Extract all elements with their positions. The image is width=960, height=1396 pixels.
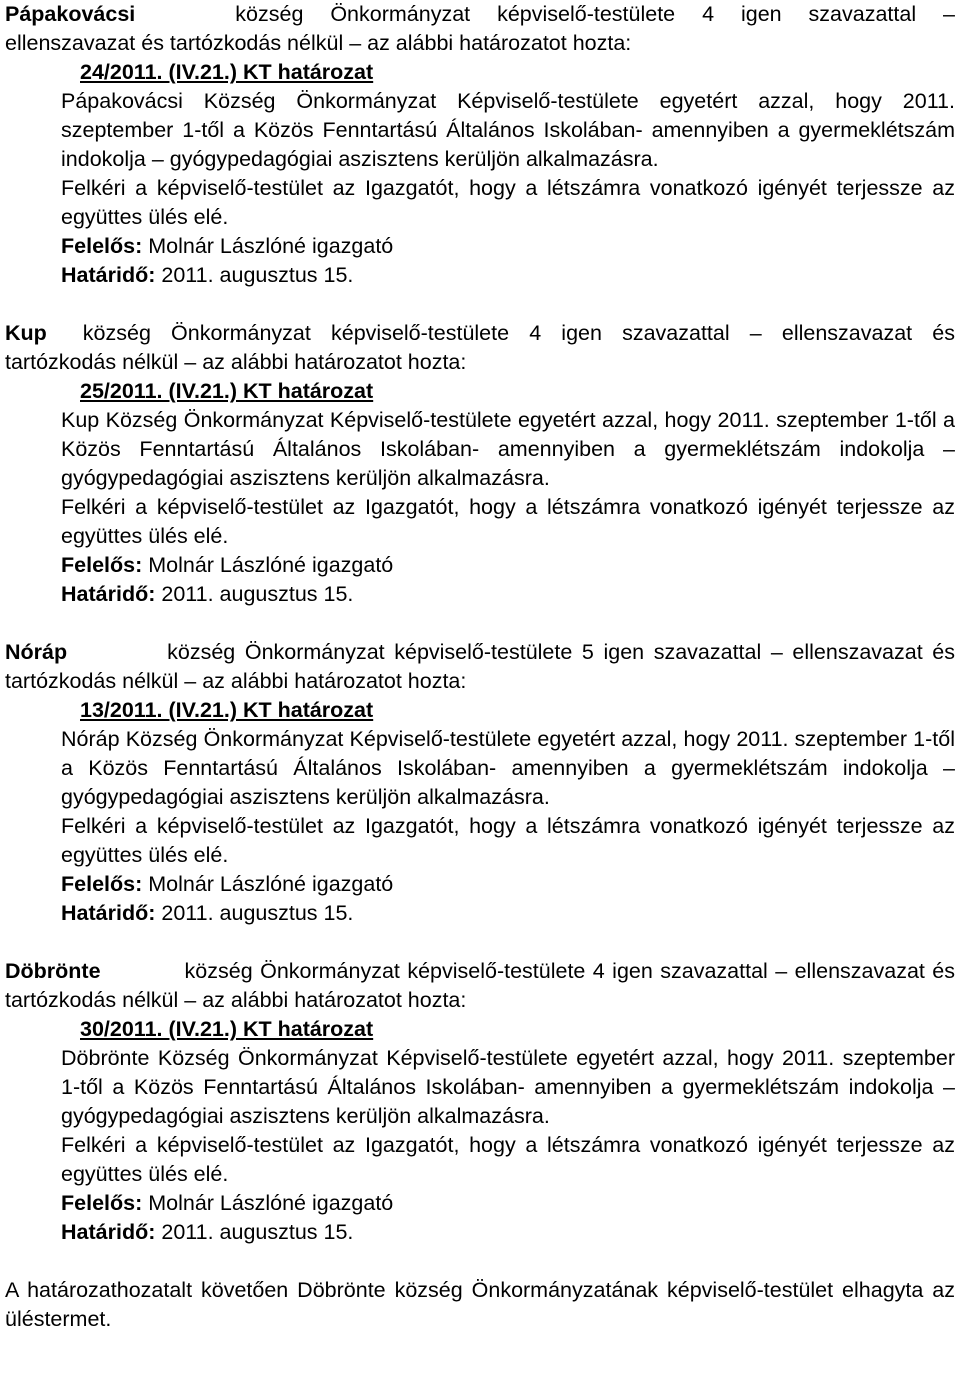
resolution-request: Felkéri a képviselő-testület az Igazgatót, hogy a létszámra vonatkozó igényét terjessze az együttes ülés elé. xyxy=(61,176,955,229)
resolution-request: Felkéri a képviselő-testület az Igazgatót, hogy a létszámra vonatkozó igényét terjessze az együttes ülés elé. xyxy=(61,1133,955,1186)
deadline-line xyxy=(5,1218,955,1247)
deadline-line xyxy=(5,899,955,928)
intro-text: község Önkormányzat képviselő-testülete 4 igen szavazattal – ellenszavazat és tartózkodás nélkül – az alábbi határozatot hozta: xyxy=(5,2,955,55)
responsible-line xyxy=(5,232,955,261)
responsible-value: Molnár Lászlóné igazgató xyxy=(148,1191,394,1215)
municipality-name: Kup xyxy=(5,321,47,345)
section-intro xyxy=(5,957,955,1015)
responsible-value: Molnár Lászlóné igazgató xyxy=(148,553,394,577)
responsible-value: Molnár Lászlóné igazgató xyxy=(148,234,394,258)
deadline-line xyxy=(5,261,955,290)
resolution-section xyxy=(5,638,955,928)
deadline-label: Határidő: xyxy=(61,263,156,287)
deadline-value: 2011. augusztus 15. xyxy=(161,263,354,287)
intro-text: község Önkormányzat képviselő-testülete 4 igen szavazattal – ellenszavazat és tartózkodás nélkül – az alábbi határozatot hozta: xyxy=(5,959,955,1012)
responsible-label: Felelős: xyxy=(61,234,143,258)
resolution-body: Kup Község Önkormányzat Képviselő-testülete egyetért azzal, hogy 2011. szeptember 1-től a Közös Fenntartású Általános Iskolában- amennyiben a gyermeklétszám indokolja – gyógypedagógiai aszisztens kerüljön alkalmazásra. xyxy=(61,408,955,490)
municipality-name: Döbrönte xyxy=(5,959,101,983)
deadline-label: Határidő: xyxy=(61,901,156,925)
responsible-line xyxy=(5,870,955,899)
responsible-value: Molnár Lászlóné igazgató xyxy=(148,872,394,896)
deadline-line xyxy=(5,580,955,609)
section-intro xyxy=(5,319,955,377)
deadline-value: 2011. augusztus 15. xyxy=(161,901,354,925)
resolution-title: 30/2011. (IV.21.) KT határozat xyxy=(80,1017,374,1041)
resolution-body: Pápakovácsi Község Önkormányzat Képviselő-testülete egyetért azzal, hogy 2011. szeptember 1-től a Közös Fenntartású Általános Iskolában- amennyiben a gyermeklétszám indokolja – gyógypedagógiai aszisztens kerüljön alkalmazásra. xyxy=(61,89,955,171)
responsible-line xyxy=(5,1189,955,1218)
responsible-label: Felelős: xyxy=(61,872,143,896)
intro-text: község Önkormányzat képviselő-testülete 5 igen szavazattal – ellenszavazat és tartózkodás nélkül – az alábbi határozatot hozta: xyxy=(5,640,955,693)
section-intro xyxy=(5,0,955,58)
municipality-name: Pápakovácsi xyxy=(5,2,136,26)
resolution-section xyxy=(5,319,955,609)
resolution-title: 25/2011. (IV.21.) KT határozat xyxy=(80,379,374,403)
resolution-section xyxy=(5,957,955,1247)
resolution-request: Felkéri a képviselő-testület az Igazgatót, hogy a létszámra vonatkozó igényét terjessze az együttes ülés elé. xyxy=(61,814,955,867)
resolution-body: Nóráp Község Önkormányzat Képviselő-testülete egyetért azzal, hogy 2011. szeptember 1-től a Közös Fenntartású Általános Iskolában- amennyiben a gyermeklétszám indokolja – gyógypedagógiai aszisztens kerüljön alkalmazásra. xyxy=(61,727,955,809)
responsible-line xyxy=(5,551,955,580)
document-page xyxy=(5,0,955,1334)
deadline-label: Határidő: xyxy=(61,1220,156,1244)
deadline-value: 2011. augusztus 15. xyxy=(161,582,354,606)
closing-note: A határozathozatalt követően Döbrönte község Önkormányzatának képviselő-testület elhagyta az üléstermet. xyxy=(5,1278,955,1331)
section-intro xyxy=(5,638,955,696)
intro-text: község Önkormányzat képviselő-testülete 4 igen szavazattal – ellenszavazat és tartózkodás nélkül – az alábbi határozatot hozta: xyxy=(5,321,955,374)
resolution-title: 24/2011. (IV.21.) KT határozat xyxy=(80,60,374,84)
resolution-section xyxy=(5,0,955,290)
deadline-value: 2011. augusztus 15. xyxy=(161,1220,354,1244)
responsible-label: Felelős: xyxy=(61,1191,143,1215)
municipality-name: Nóráp xyxy=(5,640,68,664)
deadline-label: Határidő: xyxy=(61,582,156,606)
resolution-request: Felkéri a képviselő-testület az Igazgatót, hogy a létszámra vonatkozó igényét terjessze az együttes ülés elé. xyxy=(61,495,955,548)
responsible-label: Felelős: xyxy=(61,553,143,577)
resolution-title: 13/2011. (IV.21.) KT határozat xyxy=(80,698,374,722)
resolution-body: Döbrönte Község Önkormányzat Képviselő-testülete egyetért azzal, hogy 2011. szeptember 1-től a Közös Fenntartású Általános Iskolában- amennyiben a gyermeklétszám indokolja – gyógypedagógiai aszisztens kerüljön alkalmazásra. xyxy=(61,1046,955,1128)
